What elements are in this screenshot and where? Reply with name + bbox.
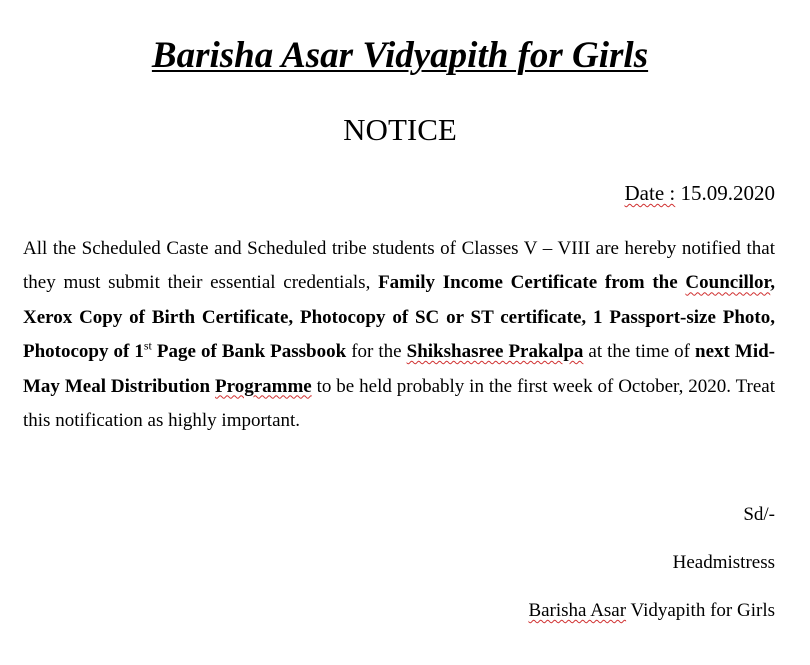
body-bold-credentials-1: Family Income Certificate from the bbox=[378, 272, 686, 294]
body-bold-councillor: Councillor bbox=[685, 272, 771, 294]
body-text-for-the: for the bbox=[346, 341, 407, 363]
body-text-time: at the time of bbox=[583, 341, 696, 363]
signature-school-name-rest: Vidyapith for Girls bbox=[626, 600, 775, 621]
body-closing: to be held probably in the first week of October, 2020. Treat this notification as highly important. bbox=[23, 375, 775, 432]
body-bold-credentials-3: Page of Bank Passbook bbox=[151, 341, 347, 363]
date-value: 15.09.2020 bbox=[680, 181, 775, 205]
body-bold-scheme-name: Shikshasree Prakalpa bbox=[406, 341, 584, 363]
body-intro: All the Scheduled Caste and Scheduled tribe students of Classes V – VIII are hereby notified that they must submit their essential credentials, bbox=[23, 238, 775, 294]
signature-sd: Sd/- bbox=[743, 504, 775, 525]
body-bold-event: next Mid-May Meal Distribution bbox=[23, 341, 775, 397]
notice-heading: NOTICE bbox=[343, 112, 457, 147]
body-superscript-st: st bbox=[143, 338, 152, 353]
body-bold-programme: Programme bbox=[215, 375, 312, 397]
signature-role: Headmistress bbox=[672, 552, 775, 573]
body-bold-credentials-2: , Xerox Copy of Birth Certificate, Photocopy of SC or ST certificate, 1 Passport-size Photo, Photocopy of 1 bbox=[23, 272, 775, 363]
signature-school-name-part: Barisha Asar bbox=[528, 600, 627, 621]
notice-body bbox=[23, 232, 775, 438]
notice-date bbox=[625, 181, 775, 206]
school-name-title: Barisha Asar Vidyapith for Girls bbox=[151, 35, 649, 76]
date-label: Date : bbox=[624, 181, 676, 205]
signature-school bbox=[528, 600, 775, 622]
